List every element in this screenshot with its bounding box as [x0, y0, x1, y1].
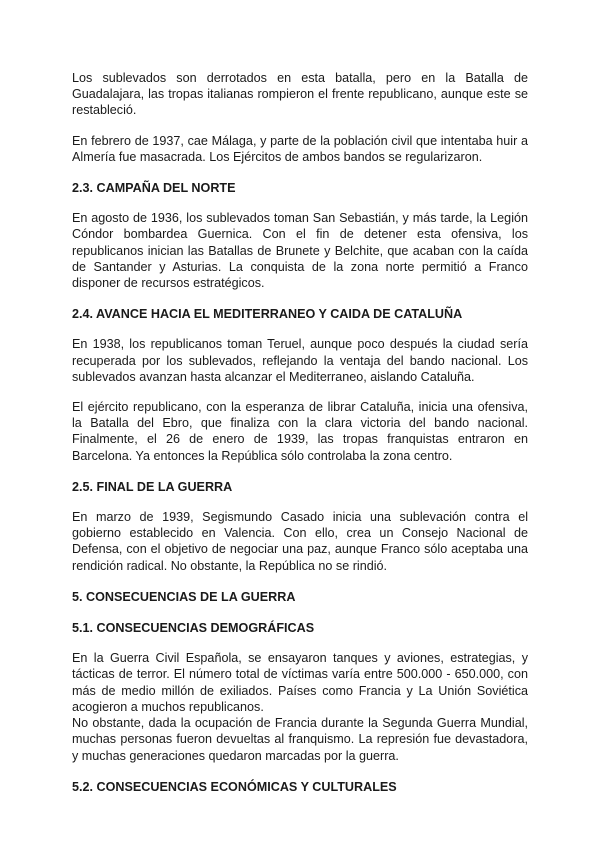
paragraph-guadalajara: Los sublevados son derrotados en esta batalla, pero en la Batalla de Guadalajara, las tropas italianas rompieron el frente republicano, aunque este se restableció. — [72, 71, 528, 118]
paragraph-victimas: En la Guerra Civil Española, se ensayaron tanques y aviones, estrategias, y tácticas de terror. El número total de víctimas varía entre 500.000 - 650.000, con más de medio millón de exiliados. Países como Francia y La Unión Soviética acogieron a muchos republicanos. — [72, 651, 528, 714]
paragraph-malaga: En febrero de 1937, cae Málaga, y parte de la población civil que intentaba huir a Almería fue masacrada. Los Ejércitos de ambos bandos se regularizaron. — [72, 133, 528, 164]
paragraph-casado: En marzo de 1939, Segismundo Casado inicia una sublevación contra el gobierno establecido en Valencia. Con ello, crea un Consejo Nacional de Defensa, con el objetivo de negociar una paz, aunque Franco sólo aceptaba una rendición radical. No obstante, la República no se rindió. — [72, 510, 528, 573]
heading-final-guerra: 2.5. FINAL DE LA GUERRA — [72, 479, 233, 494]
paragraph-represion: No obstante, dada la ocupación de Francia durante la Segunda Guerra Mundial, muchas personas fueron devueltas al franquismo. La represión fue devastadora, y muchas generaciones quedaron marcadas por la guerra. — [72, 716, 528, 763]
heading-demograficas: 5.1. CONSECUENCIAS DEMOGRÁFICAS — [72, 621, 315, 636]
heading-avance-mediterraneo: 2.4. AVANCE HACIA EL MEDITERRANEO Y CAIDA DE CATALUÑA — [72, 307, 463, 322]
heading-campana-norte: 2.3. CAMPAÑA DEL NORTE — [72, 181, 236, 196]
paragraph-norte: En agosto de 1936, los sublevados toman San Sebastián, y más tarde, la Legión Cóndor bombardea Guernica. Con el fin de detener esta ofensiva, los republicanos inician las Batallas de Brunete y Belchite, que acaban con la caída de Santander y Asturias. La conquista de la zona norte permitió a Franco disponer de recursos estratégicos. — [72, 211, 528, 291]
paragraph-ebro: El ejército republicano, con la esperanza de librar Cataluña, inicia una ofensiva, la Batalla del Ebro, que finaliza con la clara victoria del bando nacional. Finalmente, el 26 de enero de 1939, las tropas franquistas entraron en Barcelona. Ya entonces la República sólo controlaba la zona centro. — [72, 400, 528, 463]
document-page — [72, 70, 528, 795]
paragraph-teruel: En 1938, los republicanos toman Teruel, aunque poco después la ciudad sería recuperada por los sublevados, reflejando la ventaja del bando nacional. Los sublevados avanzan hasta alcanzar el Mediterraneo, aislando Cataluña. — [72, 337, 528, 384]
heading-consecuencias: 5. CONSECUENCIAS DE LA GUERRA — [72, 589, 296, 604]
heading-economicas-culturales: 5.2. CONSECUENCIAS ECONÓMICAS Y CULTURALES — [72, 779, 397, 794]
